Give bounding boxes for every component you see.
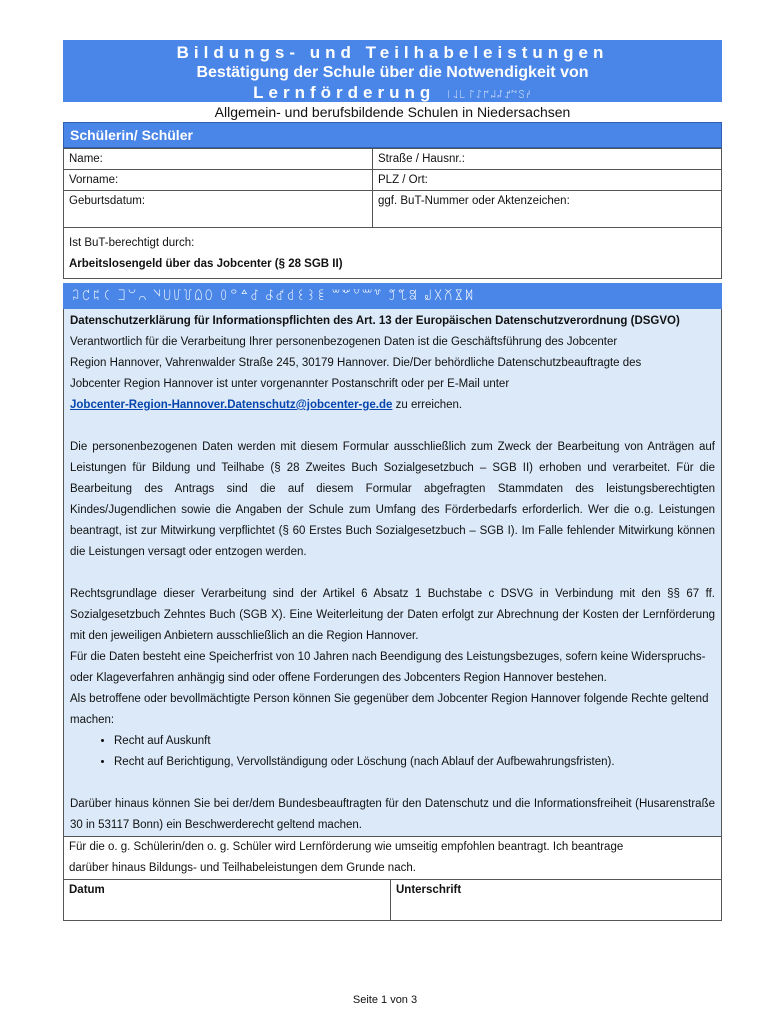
privacy-para1-line1: Verantwortlich für die Verarbeitung Ihrer personenbezogenen Daten ist die Geschäftsführung des Jobcenter — [70, 336, 618, 348]
privacy-para4: Für die Daten besteht eine Speicherfrist von 10 Jahren nach Beendigung des Leistungsbezuges, sofern keine Widerspruchs- oder Klageverfahren anhängig sind oder offene Forderungen des Jobcenters Region Hannover bestehen. — [70, 651, 706, 684]
form-subtitle: Allgemein- und berufsbildende Schulen in Niedersachsen — [214, 104, 571, 120]
but-eligibility-box — [63, 228, 722, 279]
birthdate-field[interactable]: Geburtsdatum: — [64, 191, 373, 228]
student-data-table — [63, 148, 722, 228]
privacy-para3: Rechtsgrundlage dieser Verarbeitung sind der Artikel 6 Absatz 1 Buchstabe c DSVG in Verbindung mit den §§ 67 ff. Sozialgesetzbuch Zehntes Buch (SGB X). Eine Weiterleitung der Daten erfolgt zur Abrechnung der Kosten der Lernförderung mit den jeweiligen Anbietern ausschließlich an die Region Hannover. — [70, 588, 715, 642]
privacy-para1-email-line — [70, 395, 715, 416]
list-item: • Recht auf Berichtigung, Vervollständigung oder Löschung (nach Ablauf der Aufbewahrungsfristen). — [114, 752, 715, 773]
name-field[interactable]: Name: — [64, 149, 373, 170]
privacy-para2: Die personenbezogenen Daten werden mit diesem Formular ausschließlich zum Zweck der Bearbeitung von Anträgen auf Leistungen für Bildung und Teilhabe (§ 28 Zweites Buch Sozialgesetzbuch – SGB II) erhoben und verarbeitet. Für die Bearbeitung des Antrags sind die auf diesem Formular abgefragten Stammdaten des leistungsberechtigten Kindes/Jugendlichen sowie die Angaben der Schule zum Umfang des Förderbedarfs erforderlich. Wer die o.g. Leistungen beantragt, ist zur Mitwirkung verpflichtet (§ 60 Erstes Buch Sozialgesetzbuch – SGB I). Im Falle fehlender Mitwirkung können die Leistungen versagt oder entzogen werden. — [70, 441, 715, 558]
privacy-para1-line3: Jobcenter Region Hannover ist unter vorgenannter Postanschrift oder per E-Mail unter — [70, 378, 510, 390]
student-section-heading: Schülerin/ Schüler — [63, 122, 722, 148]
signature-table — [63, 880, 722, 921]
form-title: Bildungs- und Teilhabeleistungen — [176, 43, 609, 62]
form-document — [63, 40, 722, 921]
form-title-box — [63, 40, 722, 102]
but-eligibility-value: Arbeitslosengeld über das Jobcenter (§ 28 SGB II) — [69, 258, 343, 270]
firstname-field[interactable]: Vorname: — [64, 170, 373, 191]
but-eligibility-label: Ist BuT-berechtigt durch: — [69, 237, 195, 249]
form-title-subline: Bestätigung der Schule über die Notwendigkeit von — [196, 64, 589, 81]
privacy-para6: Darüber hinaus können Sie bei der/dem Bundesbeauftragten für den Datenschutz und die Informationsfreiheit (Husarenstraße 30 in 53117 Bonn) ein Beschwerderecht geltend machen. — [70, 798, 715, 831]
privacy-para1-end: zu erreichen. — [392, 399, 463, 411]
dpo-email-link[interactable]: Jobcenter-Region-Hannover.Datenschutz@jobcenter-ge.de — [70, 399, 393, 411]
but-number-field[interactable]: ggf. BuT-Nummer oder Aktenzeichen: — [373, 191, 722, 228]
date-field[interactable]: Datum — [64, 880, 391, 921]
privacy-title: Datenschutzerklärung für Informationspflichten des Art. 13 der Europäischen Datenschutzverordnung (DSGVO) — [70, 315, 680, 327]
privacy-para5: Als betroffene oder bevollmächtigte Person können Sie gegenüber dem Jobcenter Region Hannover folgende Rechte geltend machen: — [70, 693, 709, 726]
zip-city-field[interactable]: PLZ / Ort: — [373, 170, 722, 191]
form-title-word: Lernförderung — [253, 83, 436, 102]
rights-list — [70, 731, 715, 773]
form-title-lernfoerderung — [63, 83, 722, 105]
page-number: Seite 1 von 3 — [352, 994, 418, 1006]
signature-field[interactable]: Unterschrift — [391, 880, 722, 921]
privacy-para1-line2: Region Hannover, Vahrenwalder Straße 245, 30179 Hannover. Die/Der behördliche Datenschutzbeauftragte des — [70, 357, 642, 369]
street-field[interactable]: Straße / Hausnr.: — [373, 149, 722, 170]
privacy-section-heading: ꒜꒝꒞꒟ ꒠꒡꒢ ꒣꒤꒥꒦꒧꒨ ꒩꒪꒫꒬ ꒭꒮꒯꒰꒱꒲ ꒳꒴꒵꒶꒷ ꒸꒹꒺ ꒻꒼꒽꒾꒿ — [63, 283, 722, 309]
garbled-glyphs: ꒐꒑꒒ ꒓꒔꒕꒖꒗꒘꒙꒚꒛ — [444, 90, 532, 100]
list-item: • Recht auf Auskunft — [114, 731, 715, 752]
declaration-box — [63, 837, 722, 880]
privacy-statement — [63, 309, 722, 837]
declaration-line2: darüber hinaus Bildungs- und Teilhabeleistungen dem Grunde nach. — [69, 862, 416, 874]
declaration-line1: Für die o. g. Schülerin/den o. g. Schüler wird Lernförderung wie umseitig empfohlen beantragt. Ich beantrage — [69, 841, 624, 853]
